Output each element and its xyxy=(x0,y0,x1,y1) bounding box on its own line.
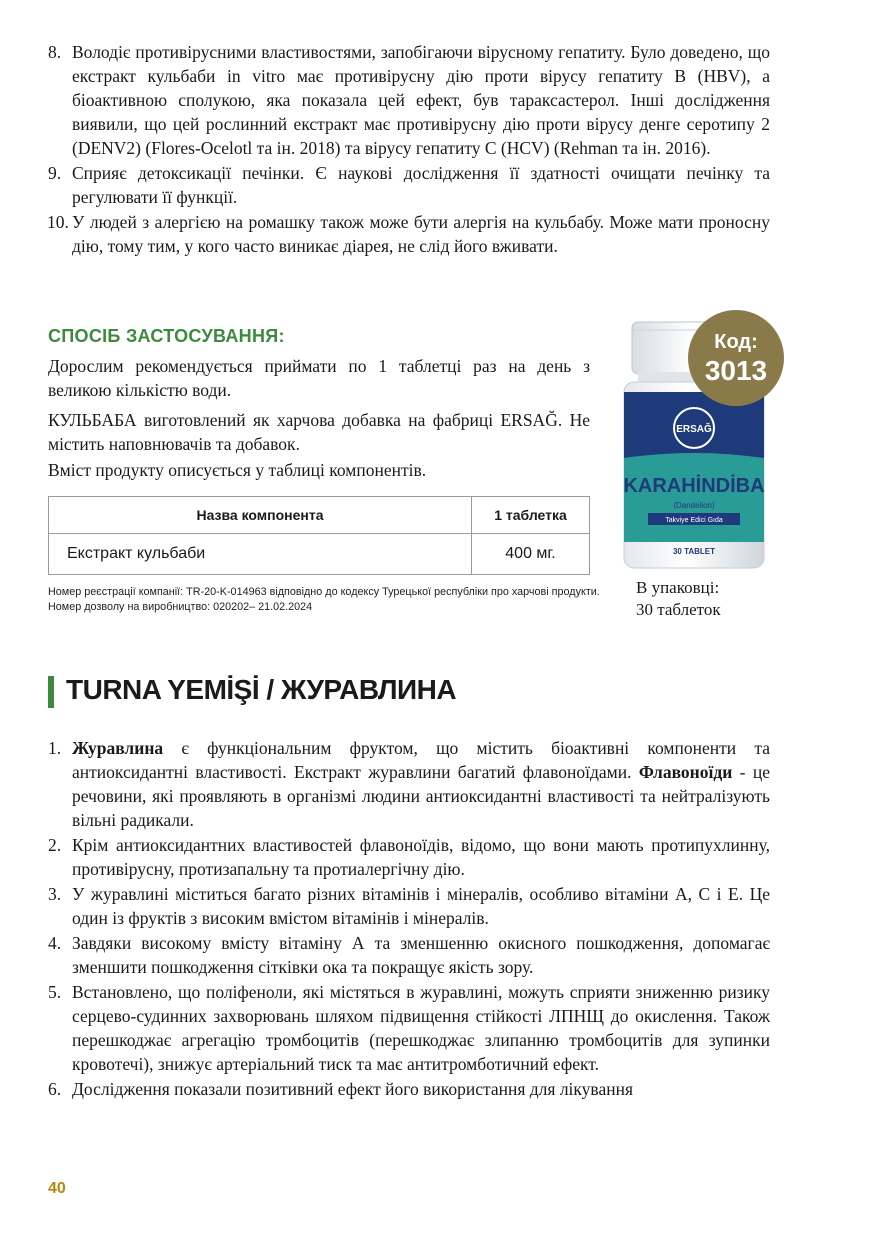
section-title: TURNA YEMİŞİ / ЖУРАВЛИНА xyxy=(66,674,457,705)
registration-note: Номер реєстрації компанії: TR-20-K-014963 відповідно до кодексу Турецької республіки про харчові продукти. Номер дозволу на виробництво: 020202– 21.02.2024 xyxy=(48,586,600,613)
list-item xyxy=(48,161,770,209)
bold-term: Флавоноїди xyxy=(638,762,733,782)
code-label: Код: xyxy=(714,331,758,353)
package-caption xyxy=(636,577,721,621)
list-text: є функціональним фруктом, що містить біоактивні компоненти та антиоксидантні властивості. Екстракт журавлини багатий флавоноїдами. xyxy=(72,738,770,782)
list-text: У журавлині міститься багато різних вітамінів і мінералів, особливо вітаміни А, С і Е. Це один із фруктів з високим вмістом вітамінів і мінералів. xyxy=(72,884,770,928)
usage-paragraph-1: Дорослим рекомендується приймати по 1 таблетці раз на день з великою кількістю води. xyxy=(48,356,590,400)
list-item xyxy=(48,931,770,979)
product-name: KARAHİNDİBA xyxy=(623,475,765,497)
usage-heading: СПОСІБ ЗАСТОСУВАННЯ: xyxy=(48,326,285,346)
list-text: Завдяки високому вмісту вітаміну А та зменшенню окисного пошкодження, допомагає зменшити пошкодження сітківки ока та покращує якість зору. xyxy=(72,933,770,977)
product-type: Takviye Edici Gıda xyxy=(665,517,723,524)
table-cell: Екстракт кульбаби xyxy=(49,534,472,575)
list-number: 2. xyxy=(48,835,62,855)
table-row xyxy=(49,534,590,575)
table-header: 1 таблетка xyxy=(472,497,590,534)
list-item xyxy=(48,833,770,881)
list-number: 1. xyxy=(48,738,62,758)
list-item xyxy=(48,210,770,258)
product-subname: (Dandelion) xyxy=(673,501,715,510)
list-item xyxy=(48,882,770,930)
list-text: Встановлено, що поліфеноли, які містяться в журавлині, можуть сприяти зниженню ризику серцево-судинних захворювань шляхом підвищення стійкості ЛПНЩ до окислення. Також перешкоджає агрегацію тромбоцитів (перешкоджає злипанню тромбоцитів для зупинки кровотечі), знижує артеріальний тиск та має антитромботичний ефект. xyxy=(72,982,770,1074)
page-number: 40 xyxy=(48,1180,66,1197)
table-header: Назва компонента xyxy=(49,497,472,534)
code-value: 3013 xyxy=(704,355,768,386)
list-text: Крім антиоксидантних властивостей флавоноїдів, відомо, що вони мають протипухлинну, противірусну, протизапальну та протиалергічну дію. xyxy=(72,835,770,879)
list-item xyxy=(48,40,770,160)
list-item xyxy=(48,736,770,832)
list-number: 3. xyxy=(48,884,62,904)
list-item xyxy=(48,1077,770,1101)
list-number: 6. xyxy=(48,1079,62,1099)
caption-line: 30 таблеток xyxy=(636,600,721,619)
table-header-row xyxy=(49,497,590,534)
top-list xyxy=(48,40,770,259)
product-bottle-image xyxy=(610,308,790,576)
list-item xyxy=(48,980,770,1076)
caption-line: В упаковці: xyxy=(636,578,720,597)
usage-paragraph-2: КУЛЬБАБА виготовлений як харчова добавка на фабриці ERSAĞ. Не містить наповнювачів та добавок. xyxy=(48,410,590,454)
components-table xyxy=(48,496,590,575)
list-text: Володіє противірусними властивостями, запобігаючи вірусному гепатиту. Було доведено, що екстракт кульбаби in vitro має противірусну дію проти вірусу гепатиту B (HBV), а біоактивною сполукою, яка показала цей ефект, був тараксастерол. Інші дослідження виявили, що цей рослинний екстракт має противірусну дію проти вірусу денге серотипу 2 (DENV2) (Flores-Ocelotl та ін. 2018) та вірусу гепатиту C (HCV) (Rehman та ін. 2016). xyxy=(72,42,770,158)
product-count: 30 TABLET xyxy=(672,547,716,556)
list-text: - це речовини, які проявляють в організмі людини антиоксидантні властивості та нейтралізують вільні радикали. xyxy=(72,762,770,830)
list-number: 4. xyxy=(48,933,62,953)
brand-logo-text: ERSAĞ xyxy=(676,424,712,435)
list-text: Дослідження показали позитивний ефект його використання для лікування xyxy=(72,1079,633,1099)
list-number: 10. xyxy=(47,212,69,232)
usage-paragraph-3: Вміст продукту описується у таблиці компонентів. xyxy=(48,460,427,480)
list-number: 9. xyxy=(48,163,62,183)
list-number: 5. xyxy=(48,982,62,1002)
bold-term: Журавлина xyxy=(72,738,164,758)
list-text: Сприяє детоксикації печінки. Є наукові дослідження її здатності очищати печінку та регулювати її функції. xyxy=(72,163,770,207)
bottom-list xyxy=(48,736,770,1102)
title-accent-bar xyxy=(48,676,54,708)
table-cell: 400 мг. xyxy=(472,534,590,575)
list-number: 8. xyxy=(48,42,62,62)
list-text: У людей з алергією на ромашку також може бути алергія на кульбабу. Може мати проносну дію, тому тим, у кого часто виникає діарея, не слід його вживати. xyxy=(72,212,770,256)
